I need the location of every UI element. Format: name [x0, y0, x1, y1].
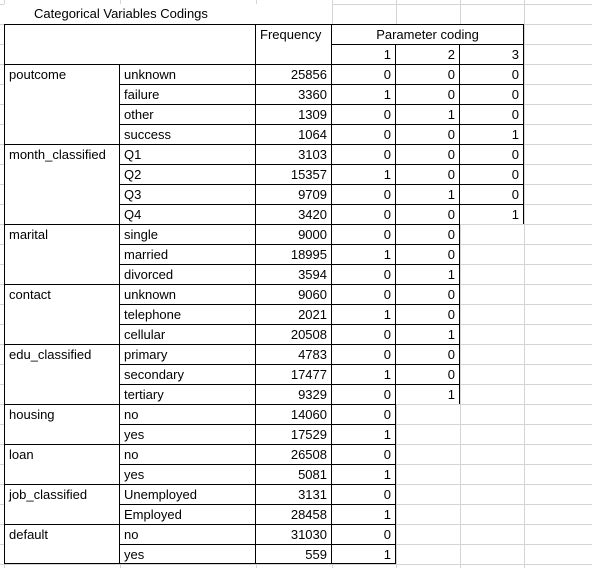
parameter-code-cell: 0: [332, 204, 396, 224]
parameter-code-cell: 0: [332, 484, 396, 504]
parameter-coding-header: Parameter coding: [332, 24, 524, 44]
parameter-code-cell: 1: [332, 244, 396, 264]
variable-name: loan: [4, 444, 120, 484]
category-label: divorced: [120, 264, 256, 284]
frequency-cell: 28458: [256, 504, 332, 524]
variable-name: poutcome: [4, 64, 120, 144]
category-label: Q3: [120, 184, 256, 204]
category-label: yes: [120, 464, 256, 484]
frequency-cell: 9060: [256, 284, 332, 304]
parameter-code-cell: 1: [332, 164, 396, 184]
category-label: married: [120, 244, 256, 264]
frequency-cell: 25856: [256, 64, 332, 84]
parameter-code-cell: 0: [332, 124, 396, 144]
parameter-code-cell: 0: [396, 124, 460, 144]
variable-name: marital: [4, 224, 120, 284]
parameter-code-cell: 0: [460, 164, 524, 184]
parameter-code-cell: 0: [332, 404, 396, 424]
parameter-code-cell: 1: [332, 304, 396, 324]
frequency-cell: 9000: [256, 224, 332, 244]
frequency-cell: 17477: [256, 364, 332, 384]
parameter-column-header: 1: [332, 44, 396, 64]
parameter-code-cell: 0: [332, 264, 396, 284]
category-label: no: [120, 444, 256, 464]
category-label: failure: [120, 84, 256, 104]
parameter-code-cell: 1: [460, 124, 524, 144]
frequency-cell: 5081: [256, 464, 332, 484]
variable-name: edu_classified: [4, 344, 120, 404]
parameter-code-cell: 0: [460, 84, 524, 104]
variable-name: contact: [4, 284, 120, 344]
parameter-code-cell: 0: [332, 384, 396, 404]
parameter-code-cell: 0: [396, 64, 460, 84]
category-label: secondary: [120, 364, 256, 384]
variable-name: default: [4, 524, 120, 564]
parameter-code-cell: 0: [396, 284, 460, 304]
category-label: Q2: [120, 164, 256, 184]
parameter-code-cell: 0: [332, 64, 396, 84]
category-label: yes: [120, 424, 256, 444]
frequency-cell: 15357: [256, 164, 332, 184]
category-label: Q4: [120, 204, 256, 224]
category-label: Unemployed: [120, 484, 256, 504]
parameter-code-cell: 0: [396, 344, 460, 364]
frequency-cell: 31030: [256, 524, 332, 544]
frequency-cell: 26508: [256, 444, 332, 464]
frequency-cell: 3131: [256, 484, 332, 504]
table-title: Categorical Variables Codings: [4, 4, 332, 24]
parameter-column-header: 3: [460, 44, 524, 64]
parameter-code-cell: 1: [396, 264, 460, 284]
category-label: other: [120, 104, 256, 124]
category-label: unknown: [120, 284, 256, 304]
category-label: no: [120, 404, 256, 424]
header-blank-cell: [4, 24, 256, 64]
category-label: unknown: [120, 64, 256, 84]
frequency-cell: 3360: [256, 84, 332, 104]
variable-name: month_classified: [4, 144, 120, 224]
frequency-cell: 14060: [256, 404, 332, 424]
frequency-cell: 4783: [256, 344, 332, 364]
parameter-code-cell: 1: [396, 184, 460, 204]
parameter-code-cell: 0: [460, 144, 524, 164]
parameter-code-cell: 0: [396, 364, 460, 384]
parameter-code-cell: 1: [396, 384, 460, 404]
category-label: telephone: [120, 304, 256, 324]
parameter-code-cell: 1: [396, 324, 460, 344]
category-label: Employed: [120, 504, 256, 524]
frequency-cell: 559: [256, 544, 332, 564]
parameter-code-cell: 0: [332, 224, 396, 244]
parameter-code-cell: 0: [460, 64, 524, 84]
parameter-code-cell: 0: [460, 104, 524, 124]
parameter-code-cell: 0: [332, 184, 396, 204]
parameter-code-cell: 0: [396, 84, 460, 104]
parameter-code-cell: 0: [332, 284, 396, 304]
category-label: single: [120, 224, 256, 244]
category-label: yes: [120, 544, 256, 564]
category-label: Q1: [120, 144, 256, 164]
variable-name: job_classified: [4, 484, 120, 524]
category-label: tertiary: [120, 384, 256, 404]
variable-name: housing: [4, 404, 120, 444]
parameter-code-cell: 1: [460, 204, 524, 224]
parameter-code-cell: 1: [332, 544, 396, 564]
parameter-code-cell: 0: [396, 304, 460, 324]
frequency-cell: 9709: [256, 184, 332, 204]
parameter-code-cell: 0: [332, 344, 396, 364]
frequency-cell: 20508: [256, 324, 332, 344]
parameter-code-cell: 0: [332, 144, 396, 164]
parameter-code-cell: 0: [396, 204, 460, 224]
parameter-code-cell: 0: [332, 104, 396, 124]
frequency-cell: 17529: [256, 424, 332, 444]
category-label: no: [120, 524, 256, 544]
frequency-header: Frequency: [256, 24, 332, 64]
sheet-gridline: [0, 564, 592, 565]
parameter-column-header: 2: [396, 44, 460, 64]
category-label: primary: [120, 344, 256, 364]
parameter-code-cell: 0: [396, 224, 460, 244]
parameter-code-cell: 0: [396, 164, 460, 184]
parameter-code-cell: 1: [332, 504, 396, 524]
parameter-code-cell: 0: [460, 184, 524, 204]
frequency-cell: 3420: [256, 204, 332, 224]
category-label: success: [120, 124, 256, 144]
parameter-code-cell: 1: [332, 84, 396, 104]
frequency-cell: 9329: [256, 384, 332, 404]
frequency-cell: 1064: [256, 124, 332, 144]
parameter-code-cell: 0: [396, 144, 460, 164]
frequency-cell: 18995: [256, 244, 332, 264]
parameter-code-cell: 1: [396, 104, 460, 124]
frequency-cell: 3594: [256, 264, 332, 284]
frequency-cell: 2021: [256, 304, 332, 324]
parameter-code-cell: 0: [332, 444, 396, 464]
frequency-cell: 3103: [256, 144, 332, 164]
frequency-cell: 1309: [256, 104, 332, 124]
parameter-code-cell: 1: [332, 364, 396, 384]
parameter-code-cell: 0: [332, 524, 396, 544]
category-label: cellular: [120, 324, 256, 344]
parameter-code-cell: 1: [332, 424, 396, 444]
parameter-code-cell: 0: [396, 244, 460, 264]
parameter-code-cell: 1: [332, 464, 396, 484]
parameter-code-cell: 0: [332, 324, 396, 344]
